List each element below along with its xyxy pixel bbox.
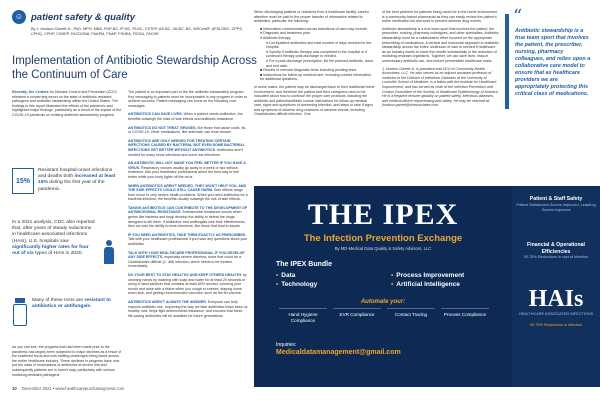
- ad-title: THE IPEX: [307, 198, 459, 231]
- section-topic: [12, 10, 135, 24]
- stat-highlight: significantly higher rates for four out of six: [12, 244, 89, 257]
- stat-highlight: least 15%: [38, 174, 116, 186]
- ad-inquiries-label: Inquiries:: [276, 342, 297, 348]
- stat-highlight: increased at: [74, 174, 103, 180]
- ad-tile: EVR Compliance: [333, 308, 381, 324]
- ad-subtitle: The Infection Prevention Exchange: [303, 233, 463, 244]
- ad-tile: Contact Tracing: [387, 308, 435, 324]
- ad-benefit-heading: Patient & Staff Safety: [529, 196, 583, 202]
- stat-item: [12, 220, 124, 264]
- message-body: Everyone can help improve antibiotic use. Improving the way we take antibiotics helps keep us healthy now, helps fight antimicrobial resistance, and ensures that these life-saving antibiotics will be available for future generations.: [128, 299, 248, 318]
- medicine-bottle-icon: [12, 298, 28, 326]
- ad-automate-label: Automate your:: [360, 299, 406, 305]
- author-bio: J. Hudson Garrett Jr. is president and CEO of Community Health Associates, LLC. He also serves as an adjunct assistant professor of medicine in the Division of Infectious Diseases at the University of Louisville School of Medicine, is a fellow with the Institute for Healthcare Improvement, and has served as chair of the Infection Prevention and Control Committee of the Society of Healthcare Epidemiology of America. He is a frequent lecturer globally on patient safety, infectious diseases, and medical device reprocessing and safety. He may be reached at: jhudson.garrett@chassociates.com.: [382, 66, 499, 108]
- bullet-item: ■ Information communicated across transitions of care may include:: [260, 26, 368, 31]
- ad-feature-list: [276, 272, 506, 288]
- bullet-item: ● Diagnosis and treatment plan: [260, 31, 310, 36]
- ad-benefit-block: [512, 196, 600, 213]
- stat-text-part: Resistant hospital-onset infections and deaths both: [38, 168, 113, 180]
- stat-text: [38, 168, 120, 194]
- ad-hais-heading: HAIs: [528, 286, 584, 312]
- message-heading: ANTIBIOTICS CAN SAVE LIVES.: [128, 112, 183, 117]
- ad-bundle-heading: The IPEX Bundle: [276, 261, 333, 268]
- message-item: [128, 300, 248, 318]
- ad-benefit-sub: 50-75% Reductions in infection: [529, 323, 583, 327]
- message-item: [128, 126, 248, 135]
- message-body: Respiratory viruses usually go away in a week or two without treatment. Ask your healthcare professional about the best way to feel better while your body fights off the virus.: [128, 165, 240, 179]
- ad-feature: • Technology: [276, 281, 391, 288]
- ad-byline: By MD-Medical Data Quality & Safety Advisors, LLC: [334, 246, 432, 251]
- stat-text: [12, 220, 96, 264]
- lead-in: Recently, the Centers: [12, 90, 49, 94]
- message-heading: ANTIBIOTICS ARE ONLY NEEDED FOR TREATING CERTAIN INFECTIONS CAUSED BY BACTERIA, BUT EVEN SOME BACTERIAL INFECTIONS GET BETTER WITHOUT ANTIBIOTICS.: [128, 138, 245, 152]
- paragraph: In some cases, the patient may be discharged back to their traditional home environment, and therefore the patient and their caregivers need to be educated about how to continue the proper care protocols including the antibiotic and patient/antibiotic course instructions for follow-up medical care, signs and symptoms of worsening infection, and steps to take if signs and symptoms of adverse drug reactions or adverse events, including Clostridioides difficile infection. One: [254, 84, 375, 117]
- paragraph: of the best partners for patients being cared for in the home environment is a community-based pharmacist as they can easily review the patient's entire medication list and work to prevent adverse drug events.: [382, 10, 498, 24]
- ipex-advertisement: [254, 186, 600, 387]
- ad-tile: Hand Hygiene Compliance: [279, 308, 327, 324]
- stat-text-part: types of HAIs in 2020.: [35, 251, 83, 257]
- bullet-item: ● List inpatient antibiotics and total number of days received in the hospital.: [266, 40, 372, 50]
- message-item: [128, 273, 248, 296]
- quote-bar: [505, 14, 509, 109]
- intro-text: for Disease Control and Prevention (CDC) released a concerning report on the state of antibiotic-resistant pathogens and antibiotic stewardship within the United States. The findings in this report illustrated the effects of the pandemic and highlighted major findings, particularly as a result of the impact of the COVID-19 pandemic on existing antibiotic stewardship progress:: [12, 90, 122, 117]
- message-heading: IF YOU NEED ANTIBIOTICS, TAKE THEM EXACTLY AS PRESCRIBED.: [128, 232, 247, 237]
- message-body: especially severe diarrhea, since that could be a Clostridioides difficile (C. diff) infection, which needs to be treated immediately.: [128, 255, 241, 269]
- paragraph: The patient is an important part of the the antibiotic stewardship program. Key messaging to patients must be incorporated in any program in order to achieve success. Patient messaging can focus on the following core messages:: [128, 90, 248, 108]
- transitions-column: [254, 10, 375, 120]
- section-topic-label: patient safety & quality: [31, 11, 135, 23]
- ad-email-link[interactable]: Medicaldatamanagement@gmail.com: [276, 349, 401, 356]
- page-footer: [12, 386, 252, 391]
- pull-quote-text: Antibiotic stewardship is a true team sport that involves the patient, the prescriber, nursing, pharmacy colleagues, and relies upon a collaborative care model to ensure that as healthcare providers we are appropriately protecting this critical class of medications.: [515, 28, 591, 97]
- message-item: [128, 233, 248, 247]
- page-number: 10: [12, 386, 17, 391]
- message-item: [128, 206, 248, 229]
- message-item: [128, 112, 248, 121]
- ad-feature: • Process Improvement: [391, 272, 506, 279]
- message-heading: AN ANTIBIOTIC WILL NOT MAKE YOU FEEL BETTER IF YOU HAVE A VIRUS.: [128, 161, 246, 170]
- message-body: by cleaning hands by washing with soap and water for at least 20 seconds or using a hand sanitizer that contains at least 60% alcohol, covering your mouth and nose with a tissue when you cough or sneeze, staying home when sick, and getting recommended vaccines, such as the flu vaccine.: [128, 273, 247, 296]
- person-icon: [104, 240, 114, 264]
- paragraph: When discharging patients or residents from a healthcare facility, careful attention must be paid to the proper transfer of information related to antibiotics, particular the following:: [254, 10, 369, 24]
- bullet-item: ● Specify if antibiotic therapy was completed in the hospital or if continued therapy post-discharge is needed.: [266, 49, 368, 59]
- ad-benefit-block: [512, 242, 600, 260]
- message-heading: TALK WITH YOUR HEALTHCARE PROFESSIONAL IF YOU DEVELOP ANY SIDE EFFECTS,: [128, 250, 245, 260]
- message-body: Antibiotics aren't needed for many sinus infections and some ear infections.: [128, 147, 244, 157]
- message-item: [128, 161, 248, 179]
- conclusion-column: [382, 10, 500, 111]
- message-heading: ANTIBIOTICS DO NOT TREAT VIRUSES,: [128, 125, 197, 130]
- message-item: [128, 184, 248, 202]
- ad-feature: • Artificial Intelligence: [391, 281, 506, 288]
- ad-tiles: [279, 308, 489, 324]
- ad-main-panel: [254, 186, 512, 387]
- ad-benefit-heading: Financial & Operational Efficiencies: [527, 242, 585, 255]
- footer-text: December 2021 • www.healthcarepurchasingnews.com: [21, 386, 125, 391]
- stat-text-part: Many of these HAIs are: [32, 298, 84, 303]
- bullet-item: ■ Results of relevant diagnostic tests including pending tests: [260, 68, 357, 73]
- message-body: When a patient needs antibiotics, the benefits outweigh the risks of side effects and antibiotic resistance.: [128, 112, 243, 121]
- message-item: [128, 139, 248, 157]
- message-heading: TAKING ANTIBIOTICS CAN CONTRIBUTE TO THE DEVELOPMENT OF ANTIMICROBIAL RESISTANCE.: [128, 205, 248, 215]
- stat-text-part: In a 2021 analysis, CDC also reported that, after years of steady reductions in healthcare-associated infections (HAIs), U.S. hospitals saw: [12, 220, 95, 244]
- article-headline: Implementation of Antibiotic Stewardship Across the Continuum of Care: [12, 55, 257, 81]
- bullet-item: ● For a post-discharge prescription, list the planned antibiotic, dose, and end date.: [266, 58, 374, 68]
- message-item: [128, 251, 248, 269]
- message-body: Antimicrobial resistance occurs when germs like bacteria and fungi develop the ability to defeat the drugs designed to kill them. If antibiotics and antifungals lose their effectiveness, then we lose the ability to treat infections, like those that lead to sepsis.: [128, 210, 246, 229]
- ad-feature: • Data: [276, 272, 391, 279]
- message-heading: WHEN ANTIBIOTICS AREN'T NEEDED, THEY WON'T HELP YOU, AND THE SIDE EFFECTS COULD STILL CAUSE HARM.: [128, 183, 247, 193]
- ad-benefit-block: [512, 286, 600, 328]
- stat-item: [12, 298, 124, 326]
- paragraph: Antibiotic stewardship is a true team sport that involves the patient, the prescriber, nursing, pharmacy colleagues, and other specialties. Antibiotic stewardship must be a collaborative effort focused on the appropriate prescribing of medications. A vertical and horizontal approach to antibiotic stewardship across the entire continuum of care is needed if healthcare as an industry wants to move the needle substantially in the reduction of multidrug-resistant organisms. Together, we can save lives, reduce unnecessary antibiotic use, and reduce preventable healthcare costs.: [382, 26, 499, 63]
- bullet-item: ● Antibiotic therapy: [260, 35, 291, 40]
- stat-item: [12, 168, 124, 194]
- message-body: Talk with your healthcare professional if you have any questions about your antibiotics.: [128, 237, 248, 247]
- ad-side-panel: [512, 186, 600, 387]
- message-heading: DO YOUR BEST TO STAY HEALTHY AND KEEP OTHERS HEALTHY: [128, 273, 242, 277]
- ad-benefit-sub: Patient Satisfaction Scores Improved, Leapfrog Scores Improved: [516, 202, 596, 212]
- ad-benefit-sub: HEALTHCARE ASSOCIATED INFECTIONS: [518, 312, 594, 316]
- ad-benefit-sub: 50-75% Reductions in cost of infection: [523, 255, 589, 259]
- stat-text: [32, 298, 112, 326]
- patient-messages-column: [128, 90, 248, 322]
- percent-icon: 15%: [12, 168, 34, 194]
- intro-paragraph: [12, 90, 122, 118]
- ad-tile: Process Compliance: [441, 308, 489, 324]
- message-body: Side effects range from minor to very severe health problems. When you need antibiotics for a bacterial infection, the benefits usually outweigh the risk of side effects.: [128, 188, 248, 202]
- byline: By J. Hudson Garrett Jr., PhD, MPH, MBA, FNP-BC, IP-BC, PLNC, CSTEP, AS-BC, VA-BC, BC, MSCent®, AFSLOBC, CPPS, CPHQ, CPHP, CSHEP, FACDONA, FAAPM, FNAP, FSHEA, FIDSA, FACHE: [31, 27, 243, 36]
- person-icon: ☺: [12, 10, 26, 24]
- stat-highlight: resistant to antibiotics or antifungals.: [32, 298, 111, 310]
- message-body: like those that cause colds, flu, or COVID-19. Other medications, like antivirals, can treat viruses.: [128, 125, 247, 135]
- message-heading: ANTIBIOTICS AREN'T ALWAYS THE ANSWER.: [128, 299, 207, 304]
- quote-mark-icon: “: [513, 6, 523, 27]
- bullet-item: ■ Instructions for follow-up medical care, including contact information for additional questions.: [260, 72, 372, 82]
- closing-paragraph: As you can see, the progress that had been made prior to the pandemic has largely been subjected to major declines as a result of the scattered focus and now staffing challenges being faced across the entire healthcare industry. These declines in progress have now put the class of medications of antibiotics at severe risk and subsequently patients are in harm's way, particularly with serious multidrug-resistant pathogens.: [12, 345, 122, 377]
- stat-text-part: during the first year of the pandemic.: [38, 180, 105, 192]
